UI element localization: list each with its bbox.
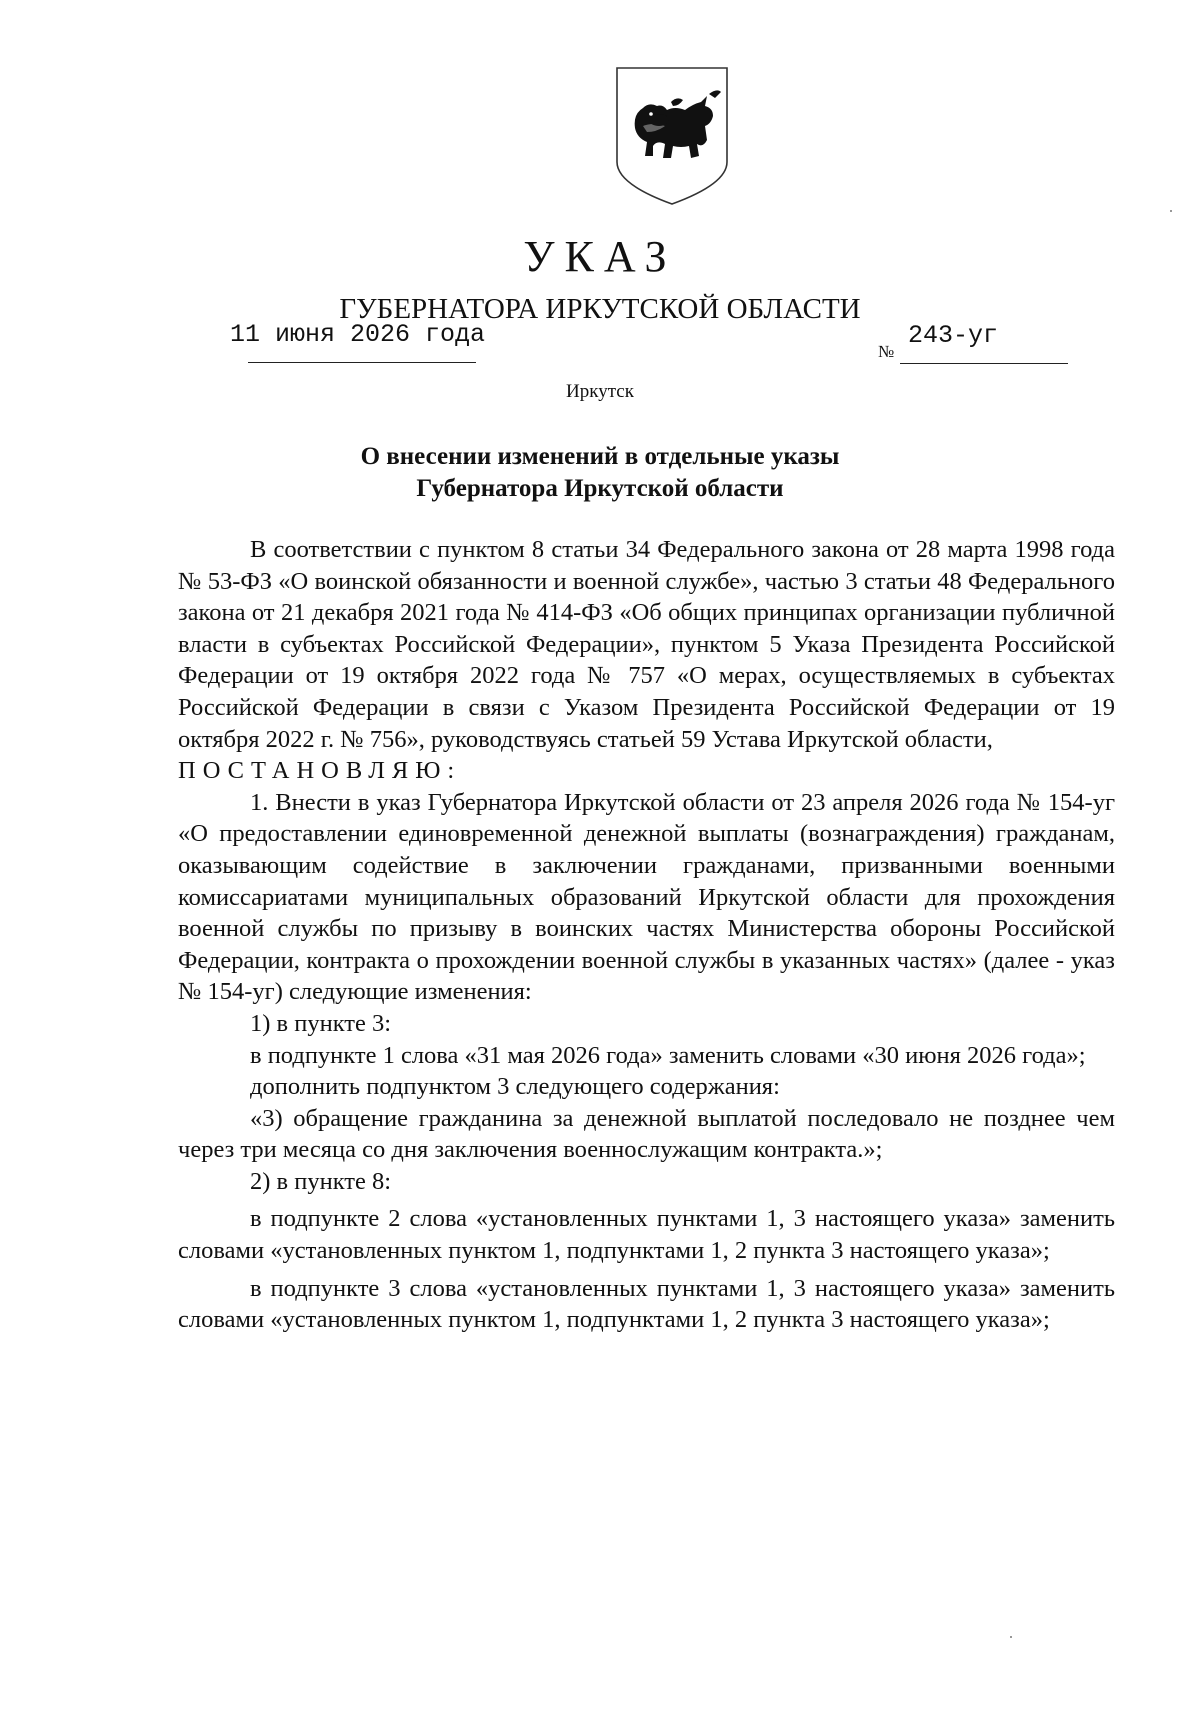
city-label: Иркутск [566, 381, 634, 402]
sub-item-1-a: в подпункте 1 слова «31 мая 2026 года» заменить словами «30 июня 2026 года»; [250, 1041, 1086, 1069]
heading-line-2: Губернатора Иркутской области [416, 475, 784, 502]
number-sign: № [878, 342, 895, 361]
preamble-paragraph: В соответствии с пунктом 8 статьи 34 Федерального закона от 28 марта 1998 года № 53-ФЗ «О воинской обязанности и военной службе», частью 3 статьи 48 Федерального закона от 21 декабря 2021 года № 414-ФЗ «Об общих принципах организации публичной власти в субъектах Российской Федерации», пунктом 5 Указа Президента Российской Федерации от 19 октября 2022 года № 757 «О мерах, осуществляемых в субъектах Российской Федерации в связи с Указом Президента Российской Федерации от 19 октября 2022 г. № 756», руководствуясь статьей 59 Устава Иркутской области, [178, 536, 1115, 753]
heading-line-1: О внесении изменений в отдельные указы [360, 443, 840, 470]
sub-item-1: 1) в пункте 3: [250, 1009, 392, 1037]
decree-date: 11 июня 2026 года [230, 320, 486, 349]
sub-item-1-c: «3) обращение гражданина за денежной выплатой последовало не позднее чем через три месяца со дня заключения военнослужащим контракта.»; [178, 1104, 1115, 1164]
number-field [878, 321, 1068, 364]
document-type-title: УКАЗ [523, 232, 677, 281]
number-line [900, 321, 1068, 364]
decree-number: 243-уг [908, 321, 999, 350]
sub-item-2-a: в подпункте 2 слова «установленных пунктами 1, 3 настоящего указа» заменить словами «установленных пунктом 1, подпунктами 1, 2 пункта 3 настоящего указа»; [178, 1205, 1115, 1265]
date-field [230, 320, 486, 363]
sub-item-1-b: дополнить подпунктом 3 следующего содержания: [250, 1073, 780, 1101]
resolve-word: ПОСТАНОВЛЯЮ: [178, 757, 462, 785]
item-1-paragraph: 1. Внести в указ Губернатора Иркутской области от 23 апреля 2026 года № 154-уг «О предоставлении единовременной денежной выплаты (вознаграждения) гражданам, оказывающим содействие в заключении гражданами, призванными военными комиссариатами муниципальных образований Иркутской области для прохождения военной службы по призыву в воинских частях Министерства обороны Российской Федерации, контракта о прохождении военной службы в указанных частях» (далее - указ № 154-уг) следующие изменения: [178, 788, 1115, 1006]
scan-speck [1170, 210, 1172, 212]
scan-speck [1010, 1636, 1012, 1638]
coat-of-arms-icon [613, 66, 731, 206]
document-body [178, 534, 1115, 1336]
sub-item-2-b: в подпункте 3 слова «установленных пунктами 1, 3 настоящего указа» заменить словами «установленных пунктом 1, подпунктами 1, 2 пункта 3 настоящего указа»; [178, 1274, 1115, 1334]
issuer-title: ГУБЕРНАТОРА ИРКУТСКОЙ ОБЛАСТИ [339, 293, 861, 325]
document-heading [0, 441, 1200, 505]
sub-item-2: 2) в пункте 8: [250, 1167, 392, 1195]
